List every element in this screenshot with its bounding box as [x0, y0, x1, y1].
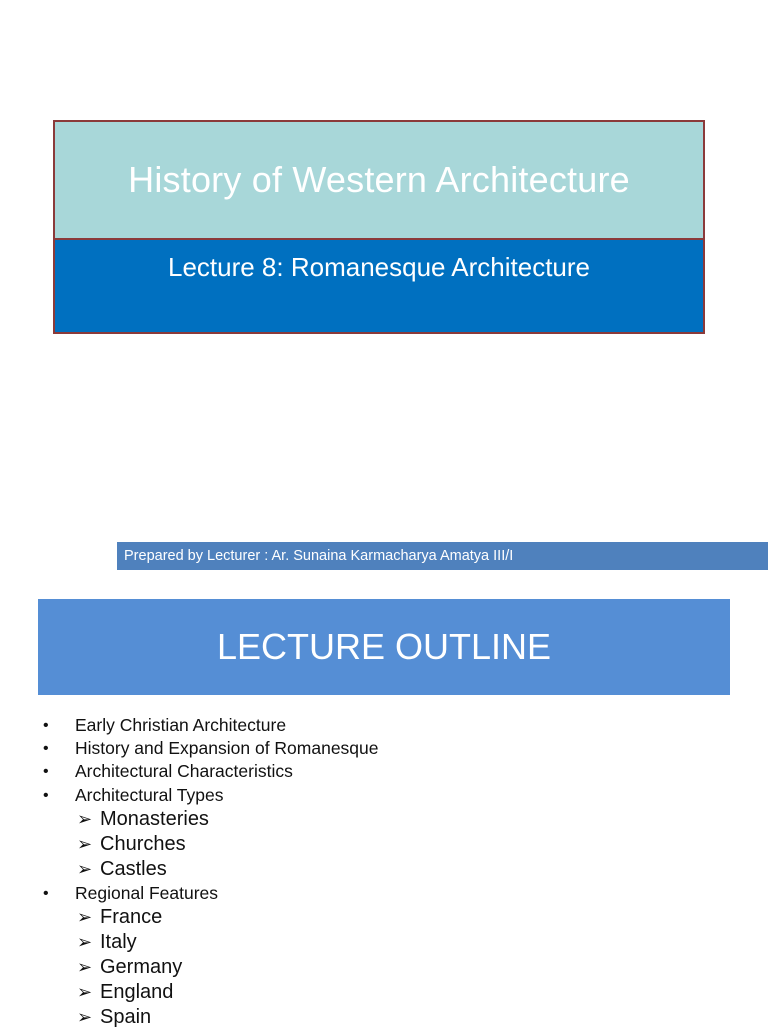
outline-item [0, 737, 768, 760]
outline-header [38, 599, 730, 695]
outline-item [0, 980, 768, 1005]
outline-item [0, 784, 768, 807]
bullet-dot-icon: • [43, 884, 49, 902]
outline-item [0, 882, 768, 905]
prepared-by-bar [117, 542, 768, 570]
outline-item-label: Architectural Characteristics [75, 761, 293, 782]
outline-item-label: History and Expansion of Romanesque [75, 738, 379, 759]
outline-heading: LECTURE OUTLINE [216, 626, 552, 667]
bullet-dot-icon: • [43, 740, 49, 758]
outline-item-label: Early Christian Architecture [75, 715, 287, 735]
outline-item-label: Regional Features [75, 882, 218, 903]
outline-item [0, 930, 768, 955]
bullet-dot-icon: • [43, 717, 49, 734]
outline-item-label: Architectural Types [75, 784, 224, 805]
outline-item-label: Castles [100, 857, 167, 880]
outline-item-label: Churches [100, 832, 186, 855]
arrow-bullet-icon: ➢ [77, 808, 93, 829]
arrow-bullet-icon: ➢ [77, 981, 93, 1002]
presentation-title: History of Western Architecture [128, 159, 630, 200]
bullet-dot-icon: • [43, 786, 49, 804]
lecture-subtitle: Lecture 8: Romanesque Architecture [167, 252, 591, 282]
title-banner [55, 122, 703, 240]
arrow-bullet-icon: ➢ [77, 906, 93, 927]
outline-item [0, 832, 768, 857]
outline-item-label: France [100, 905, 163, 928]
outline-item [0, 857, 768, 882]
outline-item-label: Monasteries [100, 807, 209, 830]
subtitle-banner [55, 240, 703, 332]
arrow-bullet-icon: ➢ [77, 833, 93, 854]
outline-item-label: Germany [100, 955, 183, 978]
outline-item [0, 807, 768, 832]
arrow-bullet-icon: ➢ [77, 1006, 93, 1027]
bullet-dot-icon: • [43, 763, 49, 781]
outline-item [0, 1005, 768, 1030]
outline-item [0, 760, 768, 783]
outline-item-label: England [100, 980, 174, 1003]
arrow-bullet-icon: ➢ [77, 931, 93, 952]
prepared-by-text: Prepared by Lecturer : Ar. Sunaina Karmacharya Amatya III/I [124, 548, 514, 564]
outline-item-label: Italy [100, 930, 137, 953]
outline-item [0, 905, 768, 930]
outline-item-label: Spain [100, 1005, 152, 1028]
arrow-bullet-icon: ➢ [77, 956, 93, 977]
outline-list [0, 714, 768, 1030]
arrow-bullet-icon: ➢ [77, 858, 93, 879]
title-slide-box [53, 120, 705, 334]
outline-item [0, 714, 768, 737]
outline-item [0, 955, 768, 980]
